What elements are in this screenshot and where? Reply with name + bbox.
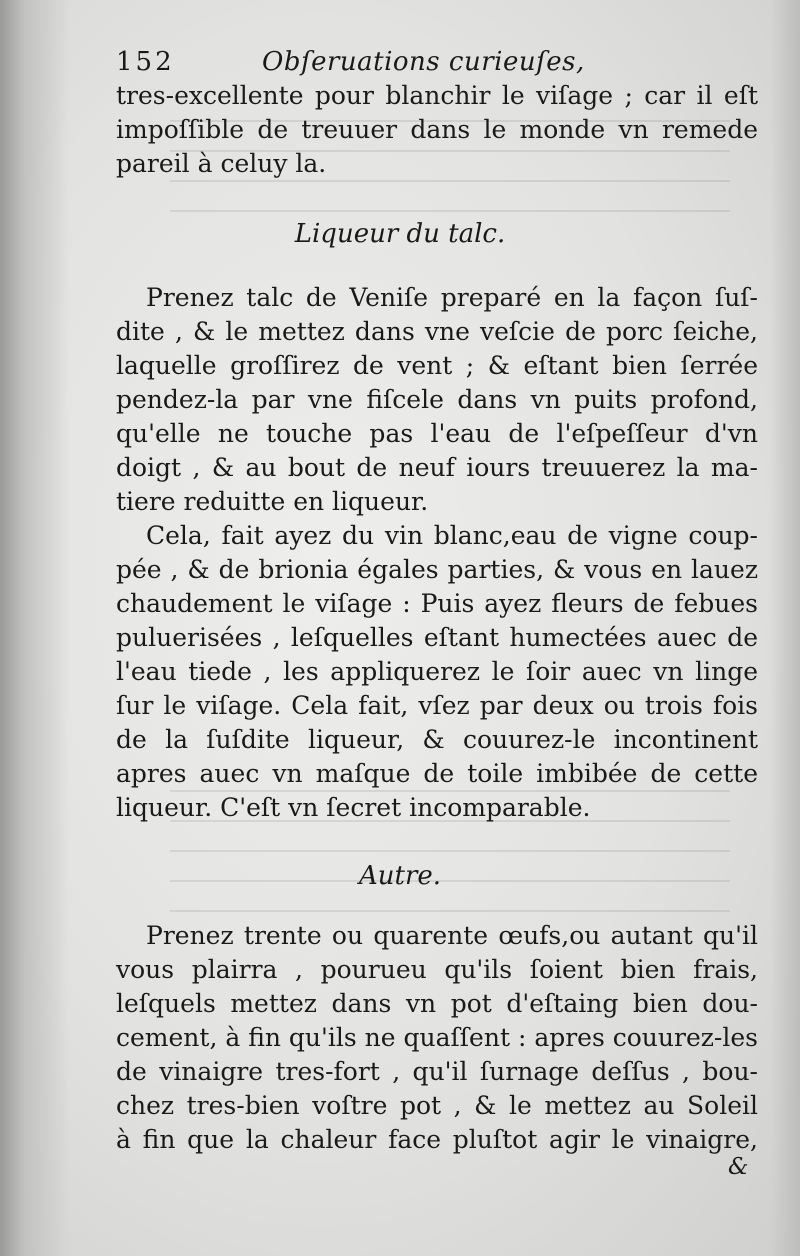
text-line: tres-excellente pour blanchir le viſage ; car il eſt xyxy=(116,81,758,110)
text-line: pareil à celuy la. xyxy=(116,149,327,178)
text-line: impoſſible de treuuer dans le monde vn remede xyxy=(116,115,758,144)
text-line: Prenez trente ou quarente œufs,ou autant qu'il xyxy=(146,921,758,950)
edge-shadow xyxy=(770,0,800,1256)
section-heading: Liqueur du talc. xyxy=(294,219,506,249)
text-line: dite , & le mettez dans vne veſcie de porc ſeiche, xyxy=(116,317,758,346)
text-line: Prenez talc de Veniſe preparé en la façon ſuſ- xyxy=(146,283,758,312)
text-line: chaudement le viſage : Puis ayez fleurs de febues xyxy=(116,589,758,618)
running-title: Obſeruations curieuſes, xyxy=(262,47,585,77)
running-head xyxy=(116,42,756,82)
text-line: ſur le viſage. Cela fait, vſez par deux ou trois fois xyxy=(116,691,758,720)
text-line: l'eau tiede , les appliquerez le ſoir auec vn linge xyxy=(116,657,758,686)
text-line: qu'elle ne touche pas l'eau de l'eſpeſſeur d'vn xyxy=(116,419,758,448)
gutter-shadow xyxy=(0,0,70,1256)
text-line: tiere reduitte en liqueur. xyxy=(116,487,429,516)
text-line: leſquels mettez dans vn pot d'eſtaing bien dou- xyxy=(116,989,758,1018)
text-line: laquelle groſſirez de vent ; & eſtant bien ſerrée xyxy=(116,351,758,380)
text-line: à fin que la chaleur face pluſtot agir le vinaigre, xyxy=(116,1125,758,1154)
text-line: doigt , & au bout de neuf iours treuuerez la ma- xyxy=(116,453,758,482)
page-number: 152 xyxy=(116,47,175,77)
text-line: apres auec vn maſque de toile imbibée de cette xyxy=(116,759,758,788)
text-line: Cela, fait ayez du vin blanc,eau de vigne coup- xyxy=(146,521,758,550)
text-line: pendez-la par vne fiſcele dans vn puits profond, xyxy=(116,385,758,414)
text-line: puluerisées , leſquelles eſtant humectées auec de xyxy=(116,623,758,652)
section-heading: Autre. xyxy=(358,861,442,891)
text-line: pée , & de brionia égales parties, & vous en lauez xyxy=(116,555,758,584)
catchword: & xyxy=(728,1154,749,1180)
text-line: cement, à fin qu'ils ne quaſſent : apres couurez-les xyxy=(116,1023,758,1052)
text-line: liqueur. C'eſt vn ſecret incomparable. xyxy=(116,793,591,822)
text-line: vous plairra , pourueu qu'ils ſoient bien frais, xyxy=(116,955,758,984)
text-line: de vinaigre tres-fort , qu'il ſurnage deſſus , bou- xyxy=(116,1057,758,1086)
text-line: de la ſuſdite liqueur, & couurez-le incontinent xyxy=(116,725,758,754)
text-line: chez tres-bien voſtre pot , & le mettez au Soleil xyxy=(116,1091,758,1120)
